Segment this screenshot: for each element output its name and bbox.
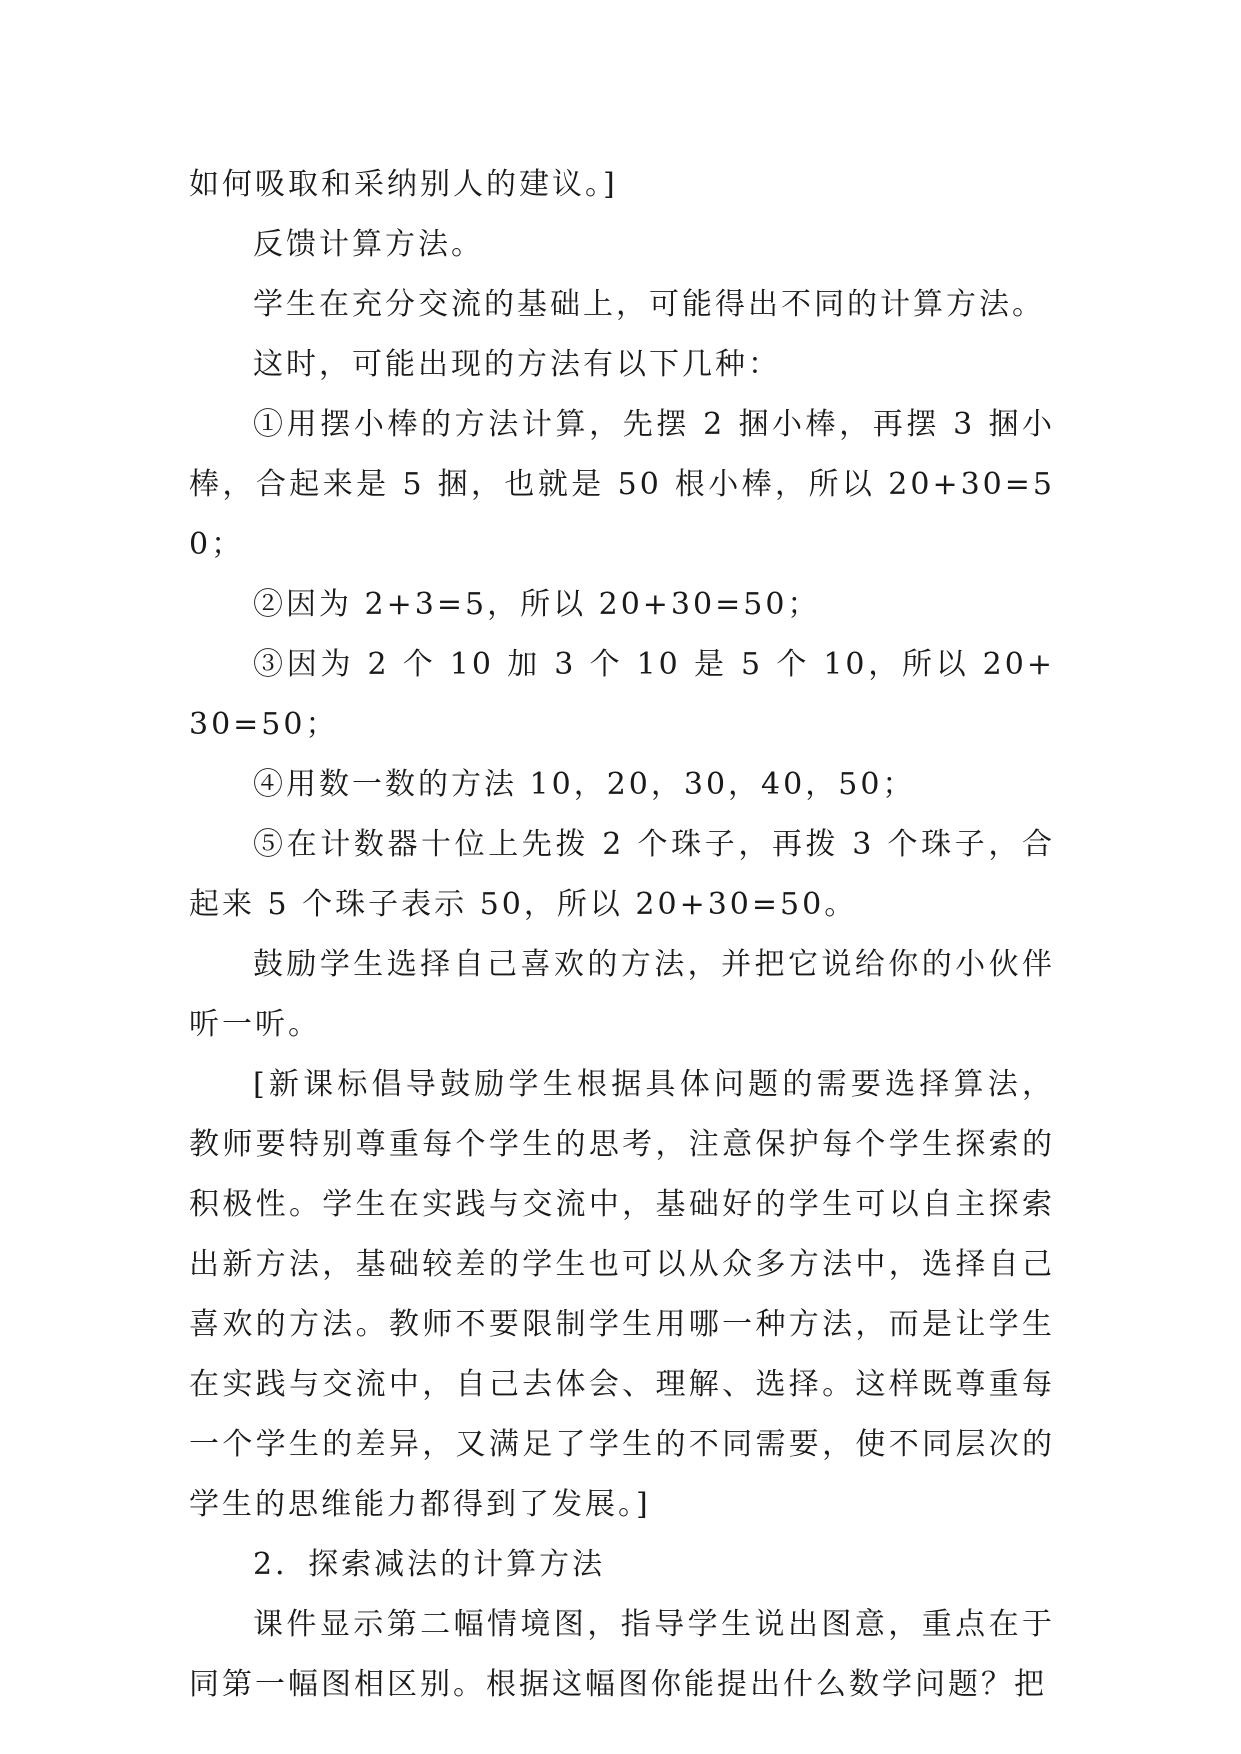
paragraph-11: [新课标倡导鼓励学生根据具体问题的需要选择算法，教师要特别尊重每个学生的思考，注意保护每个学生探索的积极性。学生在实践与交流中，基础好的学生可以自主探索出新方法，基础较差的学生也可以从众多方法中，选择自己喜欢的方法。教师不要限制学生用哪一种方法，而是让学生在实践与交流中，自己去体会、理解、选择。这样既尊重每一个学生的差异，又满足了学生的不同需要，使不同层次的学生的思维能力都得到了发展。]: [189, 1067, 1055, 1522]
document-body: [189, 155, 1055, 1715]
section-heading: 2．探索减法的计算方法: [253, 1547, 606, 1582]
paragraph-2: 反馈计算方法。: [253, 227, 484, 262]
paragraph-5: ①用摆小棒的方法计算，先摆 2 捆小棒，再摆 3 捆小棒，合起来是 5 捆，也就是 50 根小棒，所以 20+30=50；: [189, 407, 1055, 562]
paragraph-7: ③因为 2 个 10 加 3 个 10 是 5 个 10，所以 20+30=50；: [189, 647, 1055, 742]
paragraph-4: 这时，可能出现的方法有以下几种：: [253, 347, 781, 382]
paragraph-1: 如何吸取和采纳别人的建议。]: [189, 167, 618, 202]
paragraph-13: 课件显示第二幅情境图，指导学生说出图意，重点在于同第一幅图相区别。根据这幅图你能提出什么数学问题？把: [189, 1607, 1055, 1702]
paragraph-8: ④用数一数的方法 10，20，30，40，50；: [253, 767, 916, 802]
paragraph-6: ②因为 2+3=5，所以 20+30=50；: [253, 587, 821, 622]
paragraph-9: ⑤在计数器十位上先拨 2 个珠子，再拨 3 个珠子，合起来 5 个珠子表示 50，所以 20+30=50。: [189, 827, 1055, 922]
paragraph-10: 鼓励学生选择自己喜欢的方法，并把它说给你的小伙伴听一听。: [189, 947, 1055, 1042]
paragraph-3: 学生在充分交流的基础上，可能得出不同的计算方法。: [253, 287, 1045, 322]
